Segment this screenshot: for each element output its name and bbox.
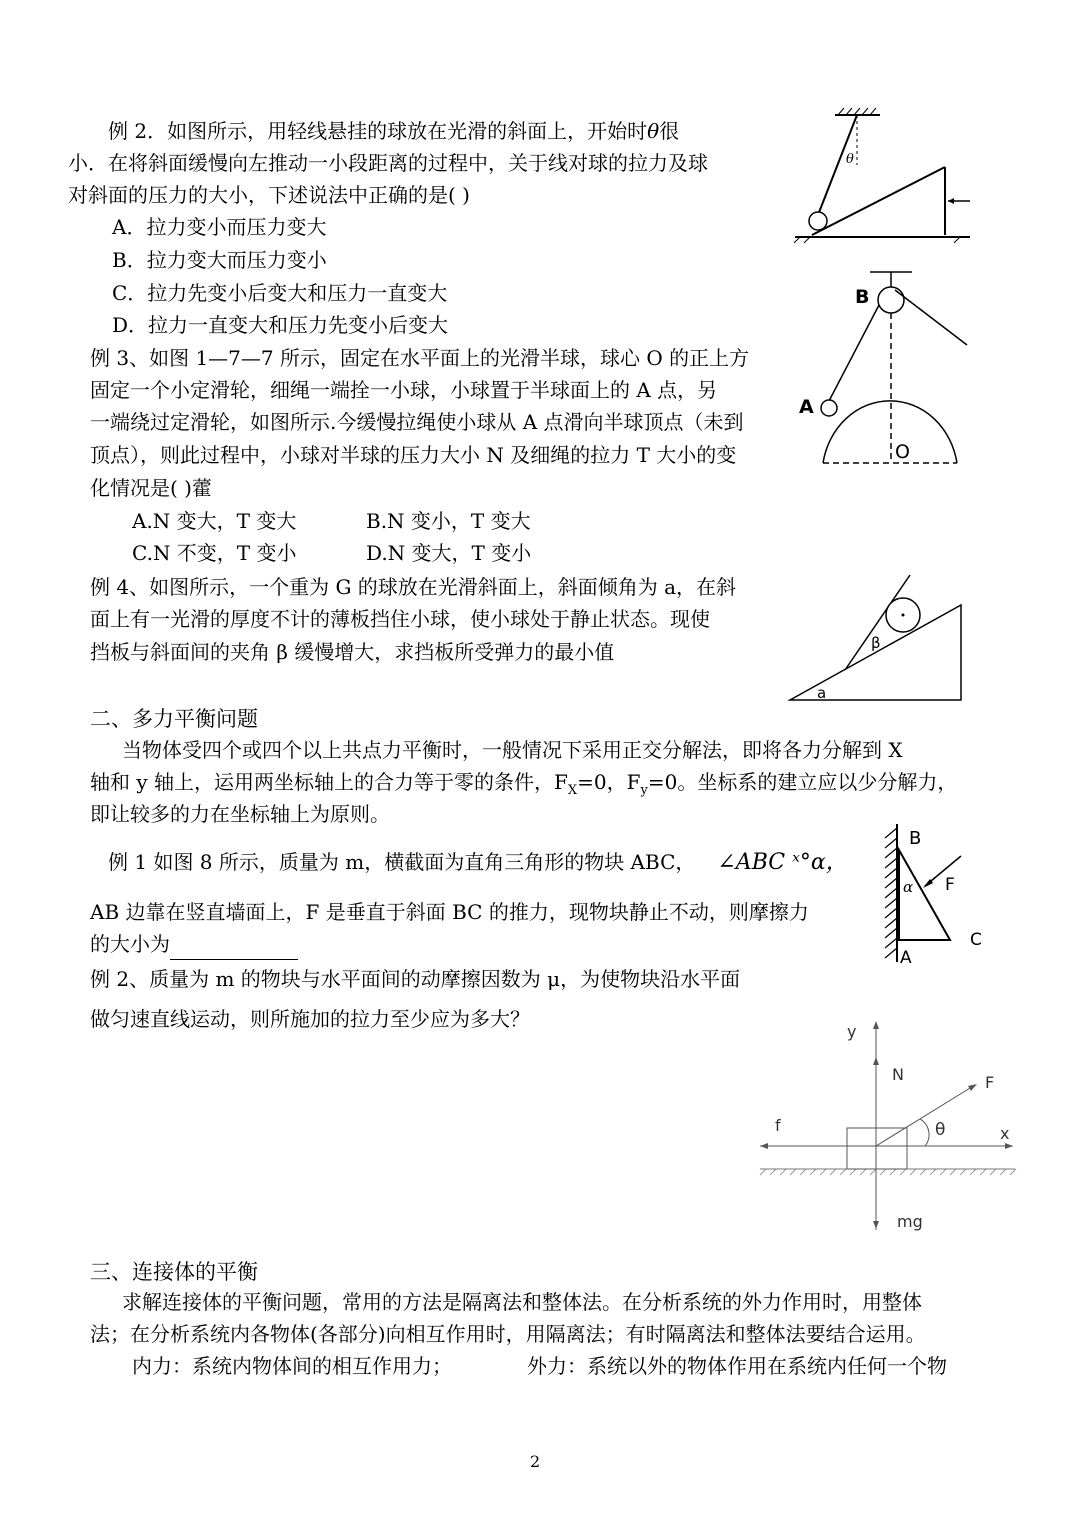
ex1-figure-wedge bbox=[875, 820, 990, 970]
ex2a-option-a: A．拉力变小而压力变大 bbox=[112, 215, 327, 239]
ex1-line3: 的大小为 bbox=[90, 928, 298, 960]
ex3-fig-label-b: B bbox=[855, 286, 870, 308]
section-2-title: 二、多力平衡问题 bbox=[90, 707, 258, 731]
ex3-fig-label-a: A bbox=[799, 396, 814, 418]
ex1-fig-label-b: B bbox=[909, 828, 922, 849]
ex2b-fig-x: x bbox=[1000, 1124, 1010, 1143]
ex1-line2: AB 边靠在竖直墙面上，F 是垂直于斜面 BC 的推力，现物块静止不动，则摩擦力 bbox=[90, 900, 809, 924]
ex3-fig-label-o: O bbox=[895, 441, 910, 463]
page-number: 2 bbox=[530, 1452, 541, 1471]
ex3-option-d: D.N 变大，T 变小 bbox=[366, 541, 532, 565]
ex2a-line1: 例 2．如图所示，用轻线悬挂的球放在光滑的斜面上，开始时θ很 bbox=[108, 119, 680, 143]
ex2a-option-d: D．拉力一直变大和压力先变小后变大 bbox=[112, 313, 449, 337]
ex2b-fig-force-f: F bbox=[985, 1073, 995, 1092]
ex2b-fig-f: f bbox=[775, 1116, 781, 1135]
ex1-line1: 例 1 如图 8 所示，质量为 m，横截面为直角三角形的物块 ABC， ∠ABC ˣ°α， bbox=[108, 850, 848, 875]
ex4-line2: 面上有一光滑的厚度不计的薄板挡住小球，使小球处于静止状态。现使 bbox=[90, 607, 710, 631]
ex2b-line2: 做匀速直线运动，则所施加的拉力至少应为多大？ bbox=[90, 1007, 530, 1031]
ex4-line3: 挡板与斜面间的夹角 β 缓慢增大，求挡板所受弹力的最小值 bbox=[90, 640, 615, 664]
ex2b-fig-mg: mg bbox=[897, 1212, 923, 1231]
ex4-line1: 例 4、如图所示，一个重为 G 的球放在光滑斜面上，斜面倾角为 a，在斜 bbox=[90, 575, 737, 599]
ex3-line1: 例 3、如图 1—7—7 所示，固定在水平面上的光滑半球，球心 O 的正上方 bbox=[90, 346, 750, 370]
ex3-option-c: C.N 不变，T 变小 bbox=[132, 541, 297, 565]
ex1-fig-label-a: A bbox=[900, 948, 912, 968]
sec3-para-line3b: 外力：系统以外的物体作用在系统内任何一个物 bbox=[527, 1354, 947, 1378]
ex1-fig-label-f: F bbox=[945, 875, 955, 895]
answer-blank[interactable] bbox=[170, 937, 298, 960]
sec3-para-line3a: 内力：系统内物体间的相互作用力； bbox=[132, 1354, 452, 1378]
ex3-option-b: B.N 变小，T 变大 bbox=[366, 509, 531, 533]
ex3-option-a: A.N 变大，T 变大 bbox=[132, 509, 297, 533]
ex3-figure-hemisphere bbox=[795, 265, 975, 475]
sec3-para-line2: 法；在分析系统内各物体(各部分)向相互作用时，用隔离法；有时隔离法和整体法要结合运用。 bbox=[90, 1322, 926, 1346]
sec2-para-line2: 轴和 y 轴上，运用两坐标轴上的合力等于零的条件，$F_X=0$，$F_y=0$。坐标系的建立应以少分解力， bbox=[90, 770, 958, 798]
ex2a-option-b: B．拉力变大而压力变小 bbox=[112, 248, 327, 272]
ex2a-line2: 小．在将斜面缓慢向左推动一小段距离的过程中，关于线对球的拉力及球 bbox=[68, 151, 708, 175]
ex2a-fig-theta: θ bbox=[846, 152, 854, 167]
sec3-para-line1: 求解连接体的平衡问题，常用的方法是隔离法和整体法。在分析系统的外力作用时，用整体 bbox=[122, 1290, 922, 1314]
sec2-para-line3: 即让较多的力在坐标轴上为原则。 bbox=[90, 802, 390, 826]
ex4-figure-incline-board bbox=[785, 570, 970, 705]
ex2a-figure-incline bbox=[790, 105, 990, 245]
ex2b-fig-theta: θ bbox=[935, 1120, 946, 1140]
ex2b-figure-force-diagram bbox=[755, 1015, 1020, 1235]
ex3-line2: 固定一个小定滑轮，细绳一端拴一小球，小球置于半球面上的 A 点，另 bbox=[90, 378, 718, 402]
ex2a-line3: 对斜面的压力的大小，下述说法中正确的是( ) bbox=[68, 183, 470, 207]
section-3-title: 三、连接体的平衡 bbox=[90, 1260, 258, 1284]
ex1-fig-label-c: C bbox=[970, 930, 982, 950]
ex2b-fig-n: N bbox=[892, 1065, 904, 1084]
ex3-line3: 一端绕过定滑轮，如图所示.今缓慢拉绳使小球从 A 点滑向半球顶点（未到 bbox=[90, 410, 744, 434]
ex3-line5: 化情况是( )藿 bbox=[90, 476, 212, 500]
ex4-fig-a: a bbox=[817, 684, 827, 702]
ex1-fig-alpha: α bbox=[903, 878, 914, 896]
sec2-para-line1: 当物体受四个或四个以上共点力平衡时，一般情况下采用正交分解法，即将各力分解到 X bbox=[122, 738, 903, 762]
ex2b-line1: 例 2、质量为 m 的物块与水平面间的动摩擦因数为 μ，为使物块沿水平面 bbox=[90, 967, 741, 991]
ex3-line4: 顶点），则此过程中，小球对半球的压力大小 N 及细绳的拉力 T 大小的变 bbox=[90, 443, 737, 467]
ex2a-option-c: C．拉力先变小后变大和压力一直变大 bbox=[112, 281, 448, 305]
ex2b-fig-y: y bbox=[847, 1022, 857, 1041]
ex4-fig-beta: β bbox=[871, 634, 881, 652]
